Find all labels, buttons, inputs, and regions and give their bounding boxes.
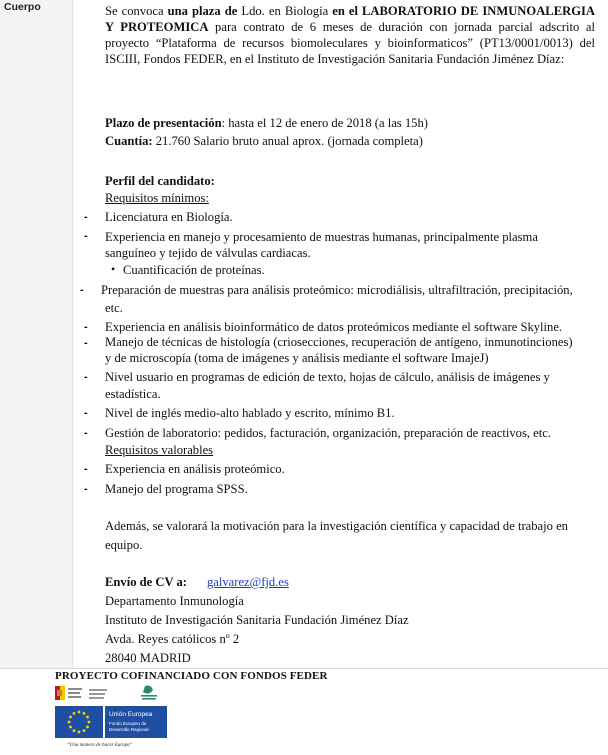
sidebar-panel xyxy=(0,0,73,668)
list-item: Nivel de inglés medio-alto hablado y escrito, mínimo B1. xyxy=(105,406,395,420)
bullet-marker: - xyxy=(84,483,88,495)
list-item-cont: estadística. xyxy=(105,387,161,401)
spain-government-logo xyxy=(55,686,107,700)
ademas-line-1: Además, se valorará la motivación para la investigación científica y capacidad de trabajo en xyxy=(105,519,568,533)
footer-logos xyxy=(55,684,167,748)
eu-text-1: Unión Europea xyxy=(109,711,153,718)
intro-text-3: para contrato de 6 meses de duración con jornada parcial adscrito al proyecto “Plataforma de recursos biomoleculares y bioinformaticos” (PT13/0001/0013) del ISCIII, Fondos FEDER, en el Instituto de Investigación Sanitaria Fundación Jiménez Díaz: xyxy=(105,20,595,66)
plazo-label: Plazo de presentación xyxy=(105,116,222,130)
list-item: Nivel usuario en programas de edición de texto, hojas de cálculo, análisis de imágenes y xyxy=(105,370,550,384)
list-item: Manejo de técnicas de histología (criosecciones, recuperación de antígeno, inmunotinciones) xyxy=(105,335,573,349)
address-line: 28040 MADRID xyxy=(105,651,191,665)
intro-bold-1: una plaza de xyxy=(167,4,238,18)
req-val-heading-text: Requisitos valorables xyxy=(105,443,214,457)
list-item: Licenciatura en Biología. xyxy=(105,210,233,224)
eu-flag-icon xyxy=(55,706,103,738)
intro-text-2: Ldo. en Biología xyxy=(237,4,333,18)
cuantia-label: Cuantía: xyxy=(105,134,153,148)
address-line: Avda. Reyes católicos nº 2 xyxy=(105,632,240,646)
envio-line xyxy=(105,574,600,590)
feder-logos xyxy=(55,684,167,748)
intro-text-1: Se convoca xyxy=(105,4,168,18)
sub-list-item: Cuantificación de proteínas. xyxy=(123,263,265,277)
bullet-marker: - xyxy=(84,371,88,383)
address-line: Departamento Inmunología xyxy=(105,594,244,608)
bullet-marker: - xyxy=(84,463,88,475)
list-item: Experiencia en análisis bioinformático de datos proteómicos mediante el software Skyline. xyxy=(105,320,563,334)
envio-label: Envío de CV a: xyxy=(105,575,187,589)
eu-text-2: Fondo Europeo de xyxy=(109,721,147,726)
req-min-heading-text: Requisitos mínimos: xyxy=(105,191,209,205)
cuantia-line xyxy=(105,133,600,149)
field-label-cuerpo: Cuerpo xyxy=(4,1,41,13)
list-item-cont: y de microscopía (toma de imágenes y análisis mediante el software ImajeJ) xyxy=(105,351,489,365)
footer-title: PROYECTO COFINANCIADO CON FONDOS FEDER xyxy=(55,670,328,682)
perfil-heading xyxy=(105,173,600,189)
plazo-value: : hasta el 12 de enero de 2018 (a las 15h) xyxy=(221,116,428,130)
plazo-line xyxy=(105,115,600,131)
eu-motto: “Una manera de hacer Europa” xyxy=(67,743,133,748)
bullet-marker: - xyxy=(80,284,84,296)
req-val-heading xyxy=(105,442,600,458)
bullet-marker: - xyxy=(84,230,88,242)
list-item: Preparación de muestras para análisis proteómico: microdiálisis, ultrafiltración, precipitación, xyxy=(101,283,573,297)
bullet-marker: - xyxy=(84,427,88,439)
bullet-marker: - xyxy=(84,321,88,333)
cuantia-value: 21.760 Salario bruto anual aprox. (jornada completa) xyxy=(152,134,423,148)
bullet-marker: - xyxy=(84,407,88,419)
ademas-line-2: equipo. xyxy=(105,538,143,552)
list-item: Experiencia en manejo y procesamiento de muestras humanas, principalmente plasma xyxy=(105,230,538,244)
list-item-cont: sanguíneo y tejido de válvulas cardiacas. xyxy=(105,246,311,260)
req-min-heading xyxy=(105,190,600,206)
email-link[interactable]: galvarez@fjd.es xyxy=(207,575,289,589)
list-item-cont: etc. xyxy=(105,301,123,315)
intro-paragraph xyxy=(105,3,595,67)
iscii-logo xyxy=(141,686,157,700)
perfil-heading-text: Perfil del candidato: xyxy=(105,174,215,188)
bullet-marker: - xyxy=(84,211,88,223)
bullet-marker: - xyxy=(84,337,88,349)
sub-bullet-marker: • xyxy=(111,262,116,276)
eu-text-3: Desarrollo Regional xyxy=(109,727,149,732)
intro-bold-2: en el LABORATORIO DE INMUNOALERGIA Y PROTEOMICA xyxy=(105,4,595,34)
address-line: Instituto de Investigación Sanitaria Fundación Jiménez Díaz xyxy=(105,613,409,627)
list-item: Manejo del programa SPSS. xyxy=(105,482,248,496)
list-item: Gestión de laboratorio: pedidos, facturación, organización, preparación de reactivos, etc. xyxy=(105,426,551,440)
list-item: Experiencia en análisis proteómico. xyxy=(105,462,285,476)
footer-divider xyxy=(0,668,608,669)
